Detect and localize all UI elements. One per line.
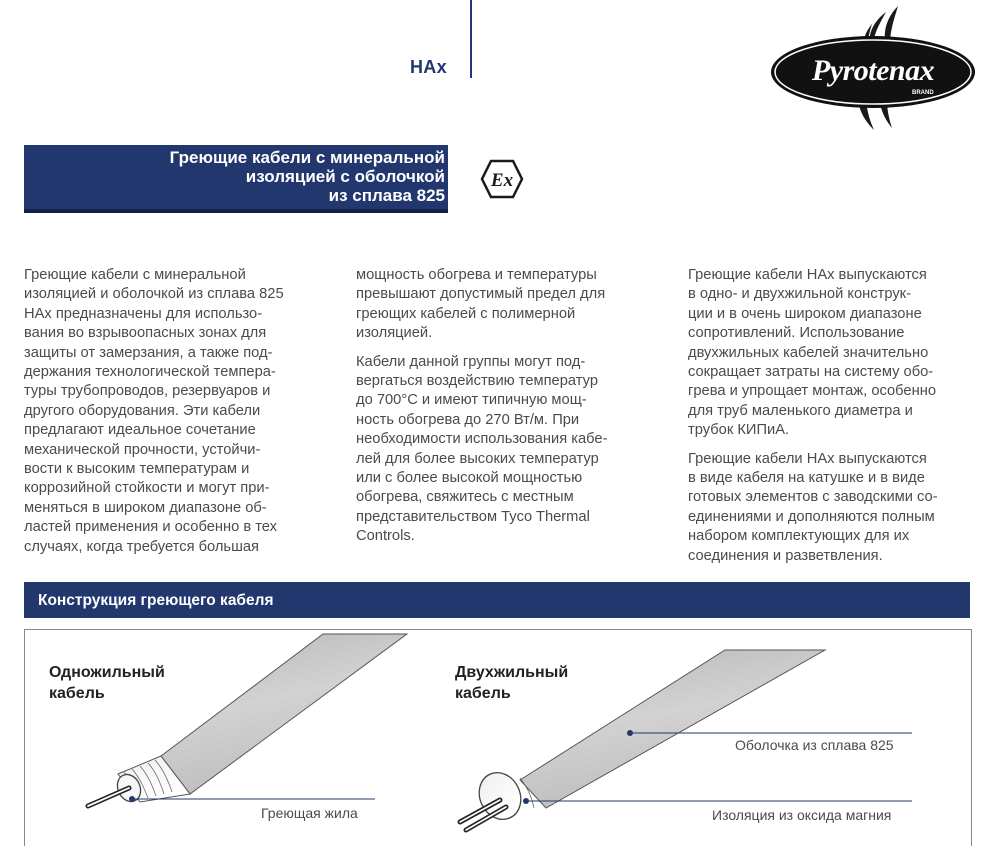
text-line: изоляцией и оболочкой из сплава 825 bbox=[24, 286, 284, 303]
section-title: Конструкция греющего кабеля bbox=[38, 592, 274, 609]
text-line: случаях, когда требуется большая bbox=[24, 538, 259, 555]
text-line: набором комплектующих для их bbox=[688, 528, 910, 545]
label-line: Одножильный bbox=[49, 664, 165, 681]
text-column-1 bbox=[24, 266, 284, 557]
logo-brand-tag: BRAND bbox=[912, 90, 934, 96]
callout-heating-core: Греющая жила bbox=[261, 805, 358, 821]
page-title bbox=[24, 148, 445, 205]
text-column-3 bbox=[688, 266, 938, 566]
text-line: Греющие кабели HAx выпускаются bbox=[688, 267, 927, 283]
callout-insulation: Изоляция из оксида магния bbox=[712, 807, 892, 823]
text-line: в одно- и двухжильной конструк- bbox=[688, 286, 911, 303]
text-line: лей для более высоких температур bbox=[356, 450, 599, 467]
text-line: Греющие кабели с минеральной bbox=[24, 267, 246, 283]
text-line: единениями и дополняются полным bbox=[688, 508, 935, 525]
text-line: ластей применения и особенно в тех bbox=[24, 519, 277, 536]
text-line: механической прочности, устойчи- bbox=[24, 441, 261, 458]
header-divider bbox=[470, 0, 472, 78]
text-line: для труб маленького диаметра и bbox=[688, 402, 913, 419]
series-code: HAx bbox=[410, 57, 447, 77]
title-banner-shadow bbox=[24, 209, 448, 213]
logo-wordmark: Pyrotenax bbox=[811, 54, 935, 87]
page-title-line: Греющие кабели с минеральной bbox=[169, 148, 445, 167]
paragraph bbox=[24, 266, 284, 557]
text-line: защиты от замерзания, а также под- bbox=[24, 344, 273, 361]
text-line: туры трубопроводов, резервуаров и bbox=[24, 383, 271, 400]
text-line: предлагают идеальное сочетание bbox=[24, 422, 256, 439]
text-line: другого оборудования. Эти кабели bbox=[24, 402, 261, 419]
text-line: мощность обогрева и температуры bbox=[356, 267, 597, 283]
text-line: или с более высокой мощностью bbox=[356, 470, 583, 487]
label-line: кабель bbox=[455, 685, 511, 702]
text-line: превышают допустимый предел для bbox=[356, 286, 606, 303]
text-line: представительством Tyco Thermal bbox=[356, 508, 590, 525]
text-line: коррозийной стойкости и могут при- bbox=[24, 480, 270, 497]
text-line: трубок КИПиА. bbox=[688, 422, 790, 439]
text-line: меняться в широком диапазоне об- bbox=[24, 499, 267, 516]
text-line: ность обогрева до 270 Вт/м. При bbox=[356, 411, 580, 428]
single-core-cable bbox=[88, 634, 407, 806]
double-end-face bbox=[472, 766, 529, 826]
text-line: Controls. bbox=[356, 528, 415, 545]
text-line: ции и в очень широком диапазоне bbox=[688, 305, 922, 322]
paragraph bbox=[688, 450, 938, 566]
text-line: соединения и разветвления. bbox=[688, 547, 883, 564]
text-line: двухжильных кабелей значительно bbox=[688, 344, 929, 361]
paragraph bbox=[356, 266, 607, 344]
label-line: Двухжильный bbox=[455, 664, 569, 681]
text-line: HAx предназначены для использо- bbox=[24, 305, 263, 322]
text-line: вости к высоким температурам и bbox=[24, 461, 250, 478]
text-line: необходимости использования кабе- bbox=[356, 431, 608, 448]
single-core-label bbox=[49, 662, 165, 704]
text-line: изоляцией. bbox=[356, 325, 433, 342]
text-line: готовых элементов с заводскими со- bbox=[688, 489, 938, 506]
ex-hexagon-icon bbox=[480, 159, 524, 199]
text-line: Кабели данной группы могут под- bbox=[356, 353, 586, 370]
page-title-line: изоляцией с оболочкой bbox=[245, 167, 445, 186]
text-line: Греющие кабели HAx выпускаются bbox=[688, 450, 927, 467]
text-column-2 bbox=[356, 266, 607, 547]
text-line: грева и упрощает монтаж, особенно bbox=[688, 383, 936, 400]
single-sheath bbox=[161, 634, 407, 794]
text-line: держания технологической темпера- bbox=[24, 364, 276, 381]
text-line: до 700°С и имеют типичную мощ- bbox=[356, 392, 587, 409]
text-line: вергаться воздействию температур bbox=[356, 373, 598, 390]
label-line: кабель bbox=[49, 685, 105, 702]
text-line: сокращает затраты на систему обо- bbox=[688, 364, 934, 381]
text-line: в виде кабеля на катушке и в виде bbox=[688, 470, 925, 487]
double-core-label bbox=[455, 662, 568, 704]
page-title-line: из сплава 825 bbox=[328, 186, 445, 205]
text-line: обогрева, свяжитесь с местным bbox=[356, 489, 574, 506]
callout-sheath: Оболочка из сплава 825 bbox=[735, 737, 894, 753]
text-line: вания во взрывоопасных зонах для bbox=[24, 325, 267, 342]
paragraph bbox=[356, 353, 607, 547]
text-line: сопротивлений. Использование bbox=[688, 325, 905, 342]
text-line: греющих кабелей с полимерной bbox=[356, 305, 576, 322]
paragraph bbox=[688, 266, 938, 441]
ex-mark-text: Ex bbox=[490, 170, 514, 191]
pyrotenax-logo bbox=[768, 4, 978, 132]
